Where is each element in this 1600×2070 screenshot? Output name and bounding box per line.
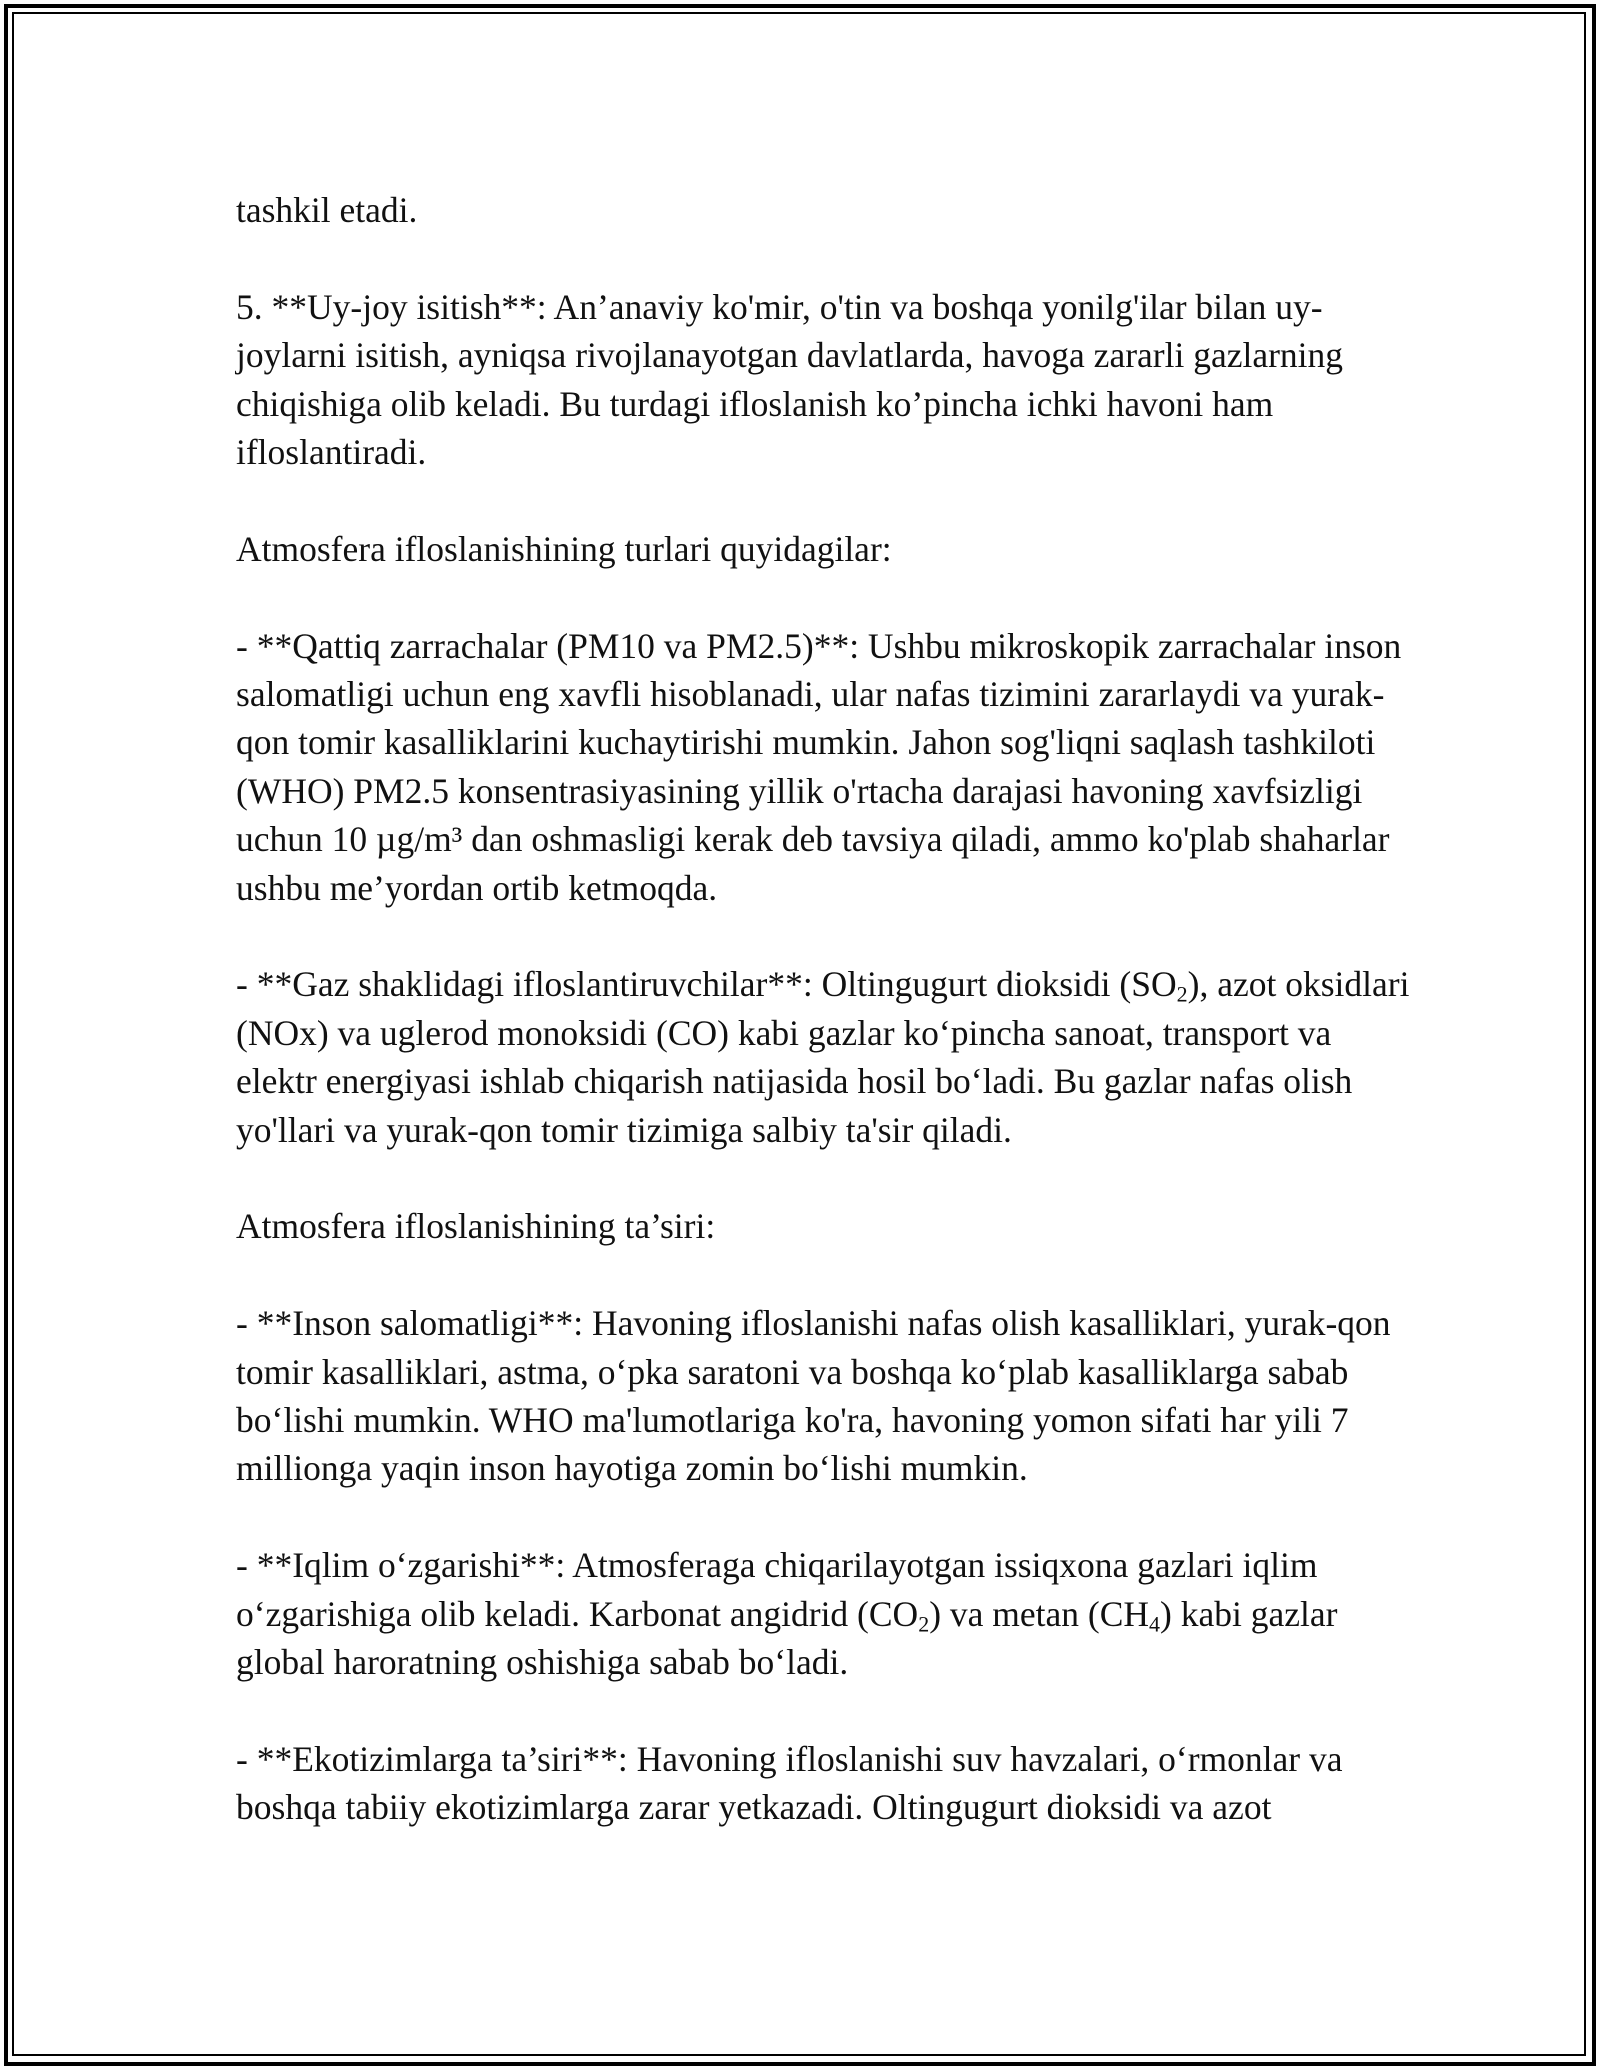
paragraph-text: - **Ekotizimlarga ta’siri**: Havoning ifloslanishi suv havzalari, o‘rmonlar va boshqa tabiiy ekotizimlarga zarar yetkazadi. Oltingugurt dioksidi va azot: [236, 1738, 1343, 1828]
paragraph: [236, 960, 1416, 1154]
paragraph: [236, 525, 1416, 573]
paragraph: [236, 622, 1416, 912]
subscript-text: 4: [1149, 1611, 1161, 1637]
paragraph-text: - **Gaz shaklidagi ifloslantiruvchilar**: Oltingugurt dioksidi (SO: [236, 964, 1177, 1005]
paragraph-text: ), azot oksidlari (NOx) va uglerod monoksidi (CO) kabi gazlar ko‘pincha sanoat, transport va elektr energiyasi ishlab chiqarish natijasida hosil bo‘ladi. Bu gazlar nafas olish yo'llari va yurak-qon tomir tizimiga salbiy ta'sir qiladi.: [236, 964, 1410, 1150]
paragraph-text: - **Iqlim o‘zgarishi**: Atmosferaga chiqarilayotgan issiqxona gazlari iqlim o‘zgarishiga olib keladi. Karbonat angidrid (CO: [236, 1545, 1318, 1634]
paragraph-text: tashkil etadi.: [236, 190, 418, 230]
paragraph-text: 5. **Uy-joy isitish**: An’anaviy ko'mir, o'tin va boshqa yonilg'ilar bilan uy-joylarni isitish, ayniqsa rivojlanayotgan davlatlarda, havoga zararli gazlarning chiqishiga olib keladi. Bu turdagi ifloslanish ko’pincha ichki havoni ham ifloslantiradi.: [236, 286, 1344, 473]
paragraph-text: - **Inson salomatligi**: Havoning ifloslanishi nafas olish kasalliklari, yurak-qon tomir kasalliklari, astma, o‘pka saratoni va boshqa ko‘plab kasalliklarga sabab bo‘lishi mumkin. WHO ma'lumotlariga ko'ra, havoning yomon sifati har yili 7 millionga yaqin inson hayotiga zomin bo‘lishi mumkin.: [236, 1303, 1391, 1489]
paragraph-text: Atmosfera ifloslanishining ta’siri:: [236, 1206, 716, 1247]
paragraph-text: - **Qattiq zarrachalar (PM10 va PM2.5)**: Ushbu mikroskopik zarrachalar inson salomatligi uchun eng xavfli hisoblanadi, ular nafas tizimini zararlaydi va yurak-qon tomir kasalliklarini kuchaytirishi mumkin. Jahon sog'liqni saqlash tashkiloti (WHO) PM2.5 konsentrasiyasining yillik o'rtacha darajasi havoning xavfsizligi uchun 10 µg/m³ dan oshmasligi kerak deb tavsiya qiladi, ammo ko'plab shaharlar ushbu me’yordan ortib ketmoqda.: [236, 625, 1402, 908]
paragraph: [236, 186, 1416, 234]
subscript-text: 2: [918, 1611, 930, 1637]
paragraph: [236, 1299, 1416, 1493]
paragraph: [236, 283, 1416, 477]
paragraph-text: Atmosfera ifloslanishining turlari quyidagilar:: [236, 528, 892, 569]
paragraph: [236, 1541, 1416, 1686]
document-body: [236, 186, 1416, 1880]
paragraph-text: ) kabi gazlar global haroratning oshishiga sabab bo‘ladi.: [236, 1593, 1338, 1683]
paragraph: [236, 1202, 1416, 1250]
subscript-text: 2: [1176, 981, 1188, 1007]
paragraph: [236, 1735, 1416, 1832]
paragraph-text: ) va metan (CH: [929, 1593, 1150, 1634]
